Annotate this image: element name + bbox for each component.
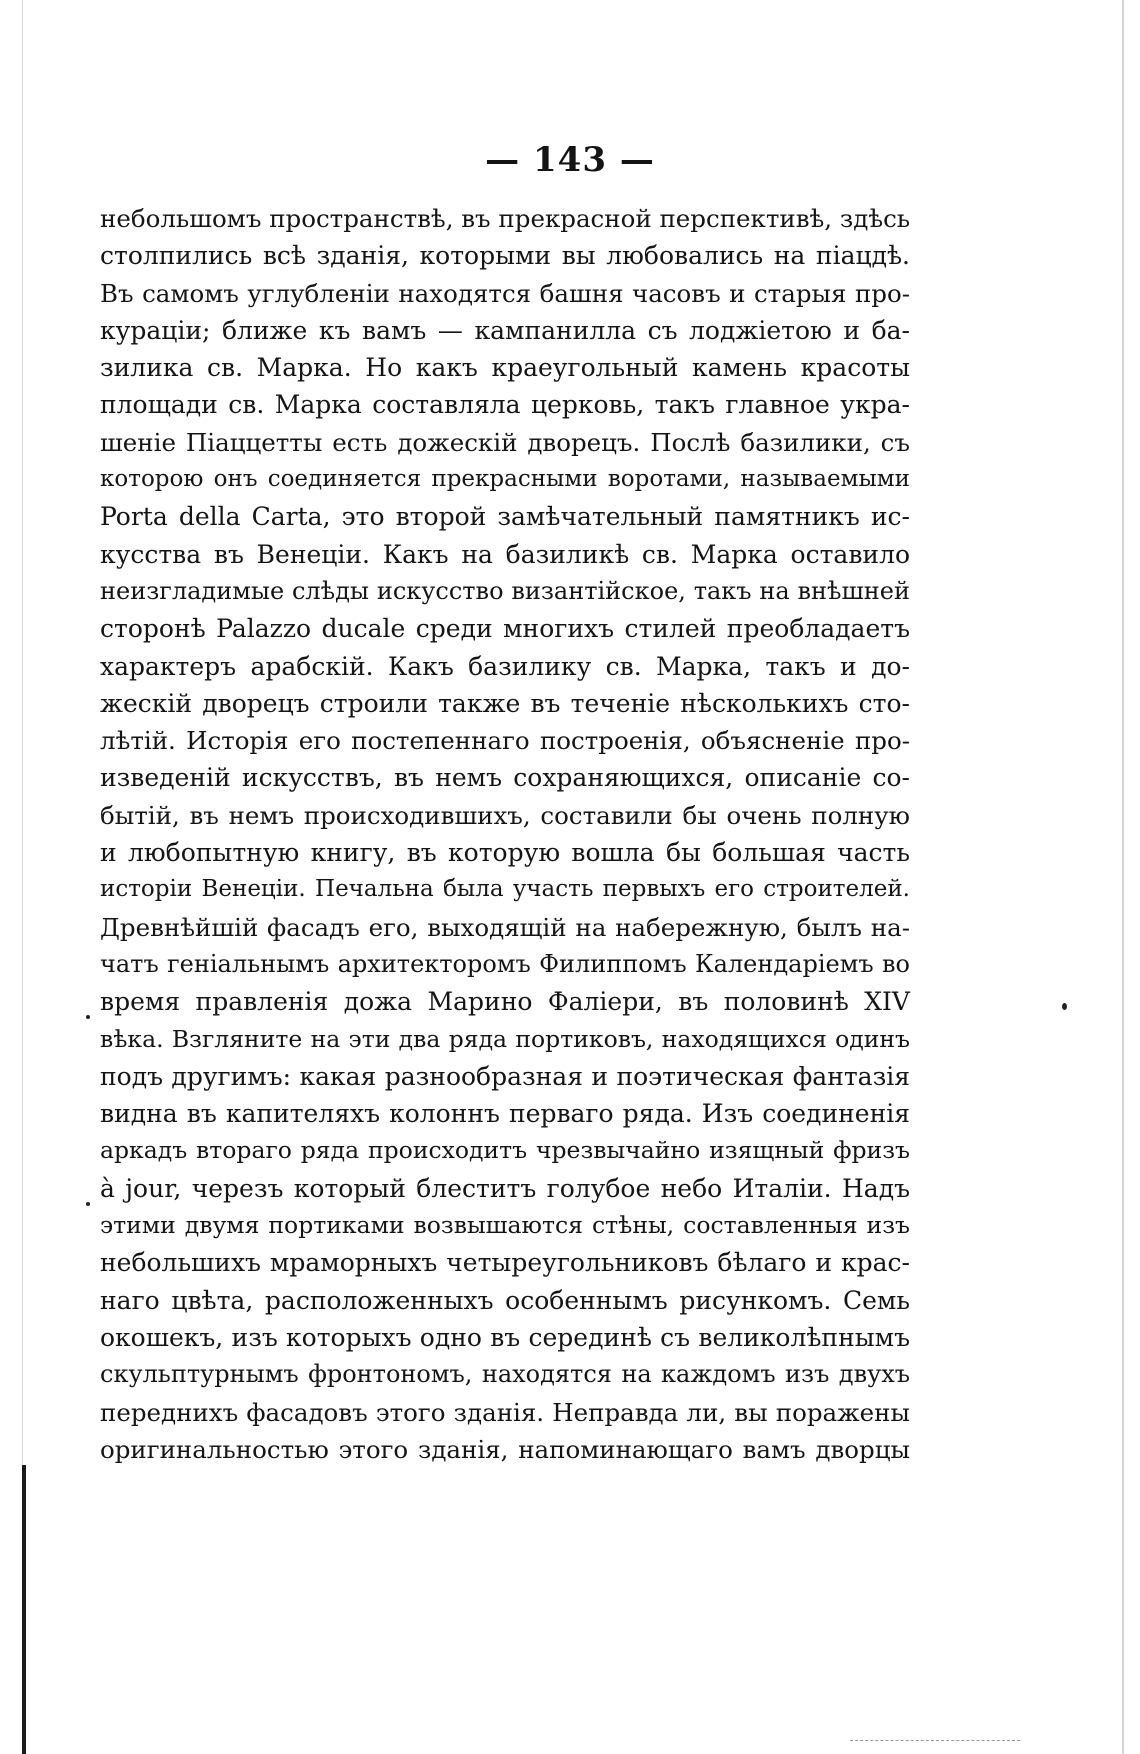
text-line: кураціи; ближе къ вамъ — кампанилла съ лоджіетою и ба- bbox=[100, 315, 910, 345]
text-line: столпились всѣ зданія, которыми вы любовались на піацдѣ. bbox=[100, 241, 910, 271]
text-line: Porta della Carta, это второй замѣчательный памятникъ ис- bbox=[100, 502, 910, 532]
text-line: время правленія дожа Марино Фаліери, въ половинѣ XIV bbox=[100, 987, 910, 1017]
scan-mark-bottom bbox=[850, 1740, 1020, 1742]
text-line: à jour, черезъ который блеститъ голубое небо Италіи. Надъ bbox=[100, 1173, 910, 1203]
scan-edge-left bbox=[22, 0, 23, 1465]
text-line: наго цвѣта, расположенныхъ особеннымъ рисункомъ. Семь bbox=[100, 1285, 910, 1315]
text-line: скульптурнымъ фронтономъ, находятся на каждомъ изъ двухъ bbox=[100, 1360, 910, 1389]
text-line: зилика св. Марка. Но какъ краеугольный камень красоты bbox=[100, 353, 910, 383]
text-line: Въ самомъ углубленіи находятся башня часовъ и старыя про- bbox=[100, 278, 910, 308]
scan-edge-left-dark bbox=[22, 1465, 26, 1754]
scan-speck bbox=[86, 1202, 90, 1206]
text-line: Древнѣйшій фасадъ его, выходящій на набережную, былъ на- bbox=[100, 912, 910, 942]
text-line: сторонѣ Palazzo ducale среди многихъ стилей преобладаетъ bbox=[100, 614, 910, 644]
text-line: изведеній искусствъ, въ немъ сохраняющихся, описаніе со- bbox=[100, 763, 910, 793]
page-number: — 143 — bbox=[485, 140, 655, 180]
scan-edge-right bbox=[1122, 0, 1124, 1754]
body-text bbox=[100, 200, 910, 1468]
text-line: кусства въ Венеціи. Какъ на базиликѣ св. Марка оставило bbox=[100, 539, 910, 569]
text-line: видна въ капителяхъ колоннъ перваго ряда. Изъ соединенія bbox=[100, 1099, 910, 1129]
text-line: подъ другимъ: какая разнообразная и поэтическая фантазія bbox=[100, 1061, 910, 1091]
text-line: площади св. Марка составляла церковь, такъ главное укра- bbox=[100, 390, 910, 420]
text-line: лѣтій. Исторія его постепеннаго построенія, объясненіе про- bbox=[100, 726, 910, 756]
scan-speck bbox=[86, 1015, 90, 1019]
text-line: жескій дворецъ строили также въ теченіе нѣсколькихъ сто- bbox=[100, 688, 910, 718]
text-line: вѣка. Взгляните на эти два ряда портиковъ, находящихся одинъ bbox=[100, 1024, 910, 1053]
text-line: которою онъ соединяется прекрасными воротами, называемыми bbox=[100, 466, 910, 493]
text-line: и любопытную книгу, въ которую вошла бы большая часть bbox=[100, 838, 910, 868]
text-line: окошекъ, изъ которыхъ одно въ серединѣ съ великолѣпнымъ bbox=[100, 1322, 910, 1352]
text-line: бытій, въ немъ происходившихъ, составили бы очень полную bbox=[100, 800, 910, 830]
text-line: характеръ арабскій. Какъ базилику св. Марка, такъ и до- bbox=[100, 651, 910, 681]
text-line: этими двумя портиками возвышаются стѣны, составленныя изъ bbox=[100, 1211, 910, 1240]
text-line: неизгладимые слѣды искусство византійское, такъ на внѣшней bbox=[100, 576, 910, 605]
text-line: шеніе Піаццетты есть дожескій дворецъ. Послѣ базилики, съ bbox=[100, 427, 910, 457]
text-line: исторіи Венеціи. Печальна была участь первыхъ его строителей. bbox=[100, 876, 910, 903]
text-line: небольшомъ пространствѣ, въ прекрасной перспективѣ, здѣсь bbox=[100, 204, 911, 233]
scan-speck bbox=[1062, 1003, 1067, 1010]
text-line: чатъ геніальнымъ архитекторомъ Филиппомъ Календаріемъ во bbox=[100, 949, 910, 978]
text-line: небольшихъ мраморныхъ четыреугольниковъ бѣлаго и крас- bbox=[100, 1248, 910, 1278]
text-line: переднихъ фасадовъ этого зданія. Неправда ли, вы поражены bbox=[100, 1397, 910, 1427]
text-line: оригинальностью этого зданія, напоминающаго вамъ дворцы bbox=[100, 1434, 910, 1464]
text-line: аркадъ втораго ряда происходитъ чрезвычайно изящный фризъ bbox=[100, 1136, 910, 1165]
